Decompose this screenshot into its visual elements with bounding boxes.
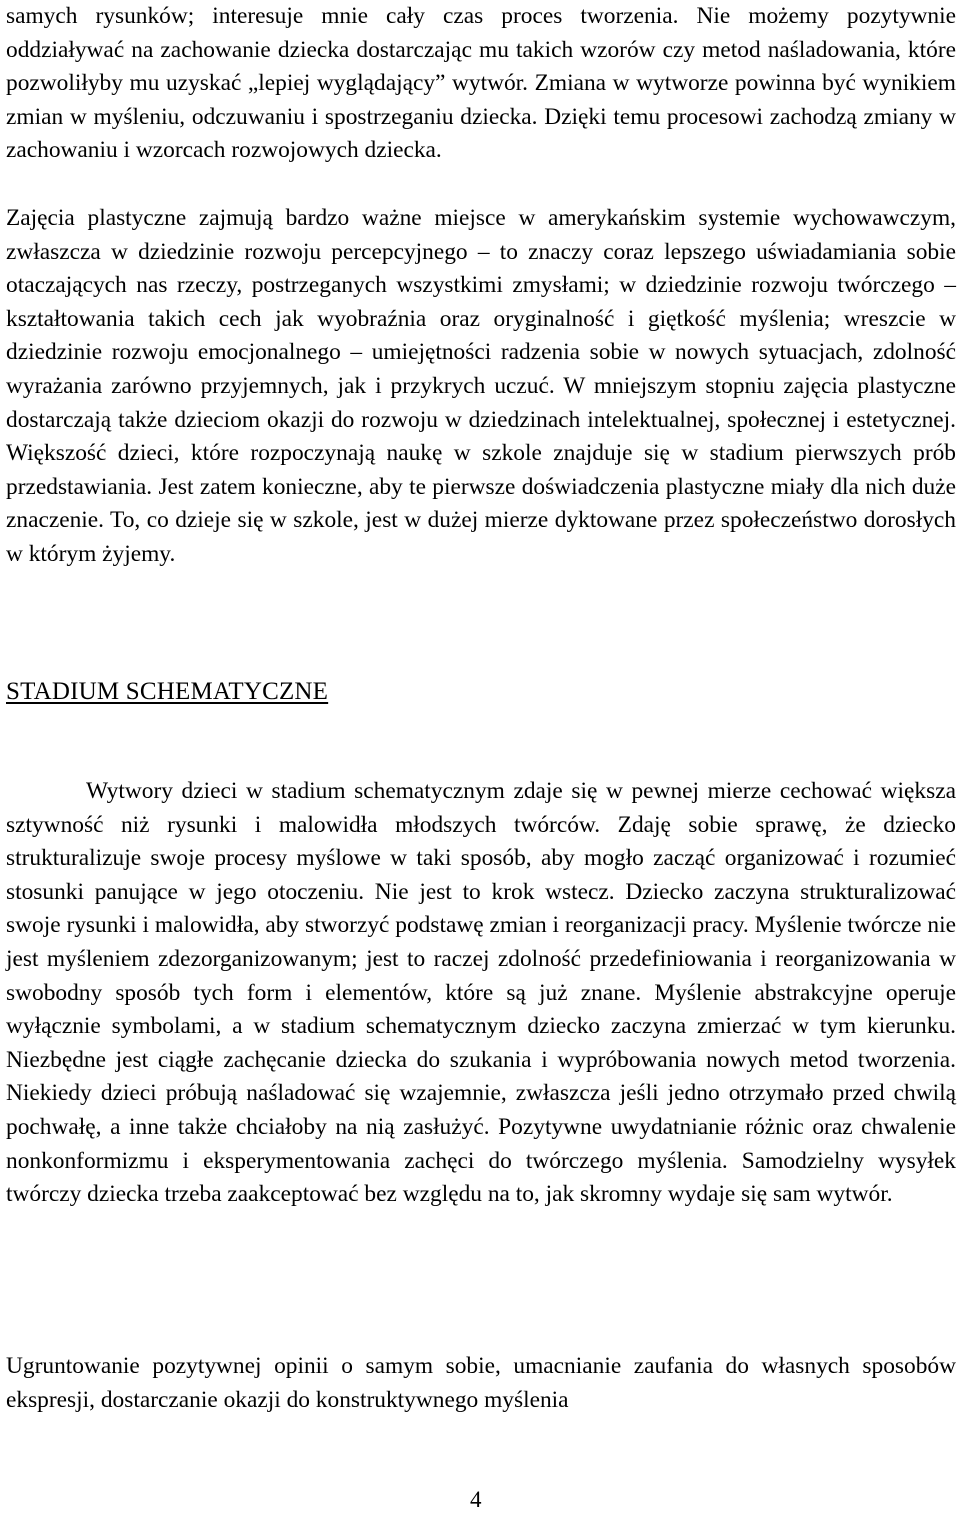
paragraph-1: samych rysunków; interesuje mnie cały czas proces tworzenia. Nie możemy pozytywnie oddziaływać na zachowanie dziecka dostarczając mu takich wzorów czy metod naśladowania, które pozwoliłyby mu uzyskać „lepiej wyglądający” wytwór. Zmiana w wytworze powinna być wynikiem zmian w myśleniu, odczuwaniu i spostrzeganiu dziecka. Dzięki temu procesowi zachodzą zmiany w zachowaniu i wzorcach rozwojowych dziecka. [6,3,956,164]
section-heading: STADIUM SCHEMATYCZNE [6,678,329,705]
page-number: 4 [470,1487,482,1512]
paragraph-2: Zajęcia plastyczne zajmują bardzo ważne miejsce w amerykańskim systemie wychowawczym, zwłaszcza w dziedzinie rozwoju percepcyjnego – to znaczy coraz lepszego uświadamiania sobie otaczających nas rzeczy, postrzeganych wszystkimi zmysłami; w dziedzinie rozwoju twórczego – kształtowania takich cech jak wyobraźnia oraz oryginalność i giętkość myślenia; wreszcie w dziedzinie rozwoju emocjonalnego – umiejętności radzenia sobie w nowych sytuacjach, zdolność wyrażania zarówno przyjemnych, jak i przykrych uczuć. W mniejszym stopniu zajęcia plastyczne dostarczają także dzieciom okazji do rozwoju w dziedzinach intelektualnej, społecznej i estetycznej. Większość dzieci, które rozpoczynają naukę w szkole znajduje się w stadium pierwszych prób przedstawiania. Jest zatem konieczne, aby te pierwsze doświadczenia plastyczne miały dla nich duże znaczenie. To, co dzieje się w szkole, jest w dużej mierze dyktowane przez społeczeństwo dorosłych w którym żyjemy. [6,205,956,567]
paragraph-3: Wytwory dzieci w stadium schematycznym zdaje się w pewnej mierze cechować większa sztywność niż rysunki i malowidła młodszych twórców. Zdaję sobie sprawę, że dziecko strukturalizuje swoje procesy myślowe w taki sposób, aby mogło zacząć organizować i rozumieć stosunki panujące w jego otoczeniu. Nie jest to krok wstecz. Dziecko zaczyna strukturalizować swoje rysunki i malowidła, aby stworzyć podstawę zmian i reorganizacji pracy. Myślenie twórcze nie jest myśleniem zdezorganizowanym; jest to raczej zdolność przedefiniowania i reorganizowania w swobodny sposób tych form i elementów, które są już znane. Myślenie abstrakcyjne operuje wyłącznie symbolami, a w stadium schematycznym dziecko zaczyna zmierzać w tym kierunku. Niezbędne jest ciągłe zachęcanie dziecka do szukania i wypróbowania nowych metod tworzenia. Niekiedy dzieci próbują naśladować się wzajemnie, zwłaszcza jeśli jedno otrzymało przed chwilą pochwałę, a inne także chciałoby na nią zasłużyć. Pozytywne uwydatnianie różnic oraz chwalenie nonkonformizmu i eksperymentowania zachęci do twórczego myślenia. Samodzielny wysyłek twórczy dziecka trzeba zaakceptować bez względu na to, jak skromny wydaje się sam wytwór. [6,778,956,1208]
paragraph-4: Ugruntowanie pozytywnej opinii o samym sobie, umacnianie zaufania do własnych sposobów ekspresji, dostarczanie okazji do konstruktywnego myślenia [6,1353,956,1413]
